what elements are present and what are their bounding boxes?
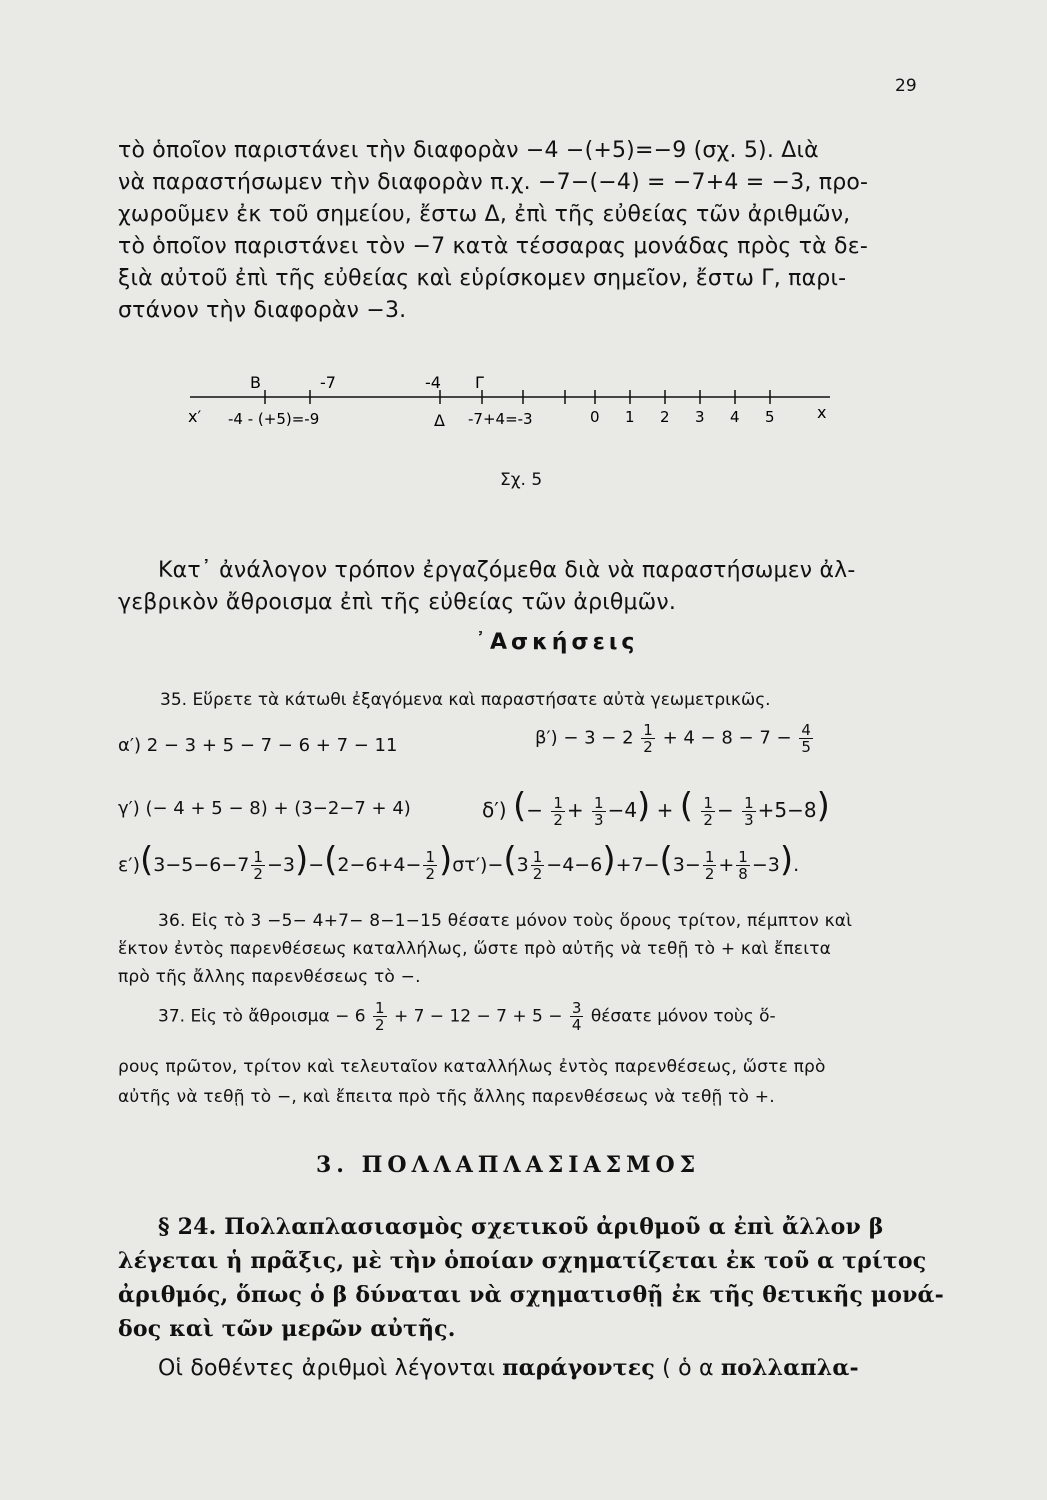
bold-term: πολλαπλα- — [720, 1355, 859, 1381]
label-top: B — [250, 373, 261, 392]
text-line: στάνον τὴν διαφορὰν −3. — [118, 298, 407, 323]
exercise-35-b — [535, 722, 815, 755]
figure-caption: Σχ. 5 — [500, 470, 543, 490]
text-line: δος καὶ τῶν μερῶν αὐτῆς. — [118, 1316, 456, 1342]
label-bottom: 5 — [765, 408, 775, 426]
text-line: τὸ ὁποῖον παριστάνει τὸν −7 κατὰ τέσσαρας μονάδας πρὸς τὰ δε- — [118, 234, 868, 259]
label-bottom: 3 — [695, 408, 705, 426]
label-bottom: 1 — [625, 408, 635, 426]
analog-paragraph — [118, 555, 938, 619]
definition-paragraph — [118, 1210, 944, 1346]
label-bottom: 0 — [590, 408, 600, 426]
text-line: Κατ᾽ ἀνάλογον τρόπον ἐργαζόμεθα διὰ νὰ παραστήσωμεν ἀλ- — [158, 558, 856, 583]
label-bottom: Δ — [434, 411, 445, 430]
text-line: ρους πρῶτον, τρίτον καὶ τελευταῖον καταλλήλως ἐντὸς παρενθέσεως, ὥστε πρὸ — [118, 1057, 826, 1077]
label-bottom: x — [817, 403, 827, 422]
exercise-37-line1: 37. Εἰς τὸ ἄθροισμα − 6 $\frac{1}{2}$ + 7 − 12 − 7 + 5 − $\frac{3}{4}$ θέσατε μόνον τοὺς ὅ- — [158, 999, 776, 1034]
text-span: ( ὁ α — [662, 1356, 714, 1381]
text-line: αὐτῆς νὰ τεθῇ τὸ −, καὶ ἔπειτα πρὸ τῆς ἄλλης παρενθέσεως νὰ τεθῇ τὸ +. — [118, 1087, 775, 1107]
label-bottom: -4 - (+5)=-9 — [228, 410, 320, 428]
label-bottom: -7+4=-3 — [468, 410, 533, 428]
text-line: χωροῦμεν ἐκ τοῦ σημείου, ἔστω Δ, ἐπὶ τῆς εὐθείας τῶν ἀριθμῶν, — [118, 202, 851, 227]
text-line: § 24. Πολλαπλασιασμὸς σχετικοῦ ἀριθμοῦ α ἐπὶ ἄλλον β — [158, 1214, 884, 1240]
exercise-35-e: ε′)(3−5−6−7 $\frac{1}{2}$ −3)−(2−6+4− $\frac{1}{2}$ )στ′)−(3 $\frac{1}{2}$ −4−6)+7−(3− $\frac{1}{2}$ + $\frac{1}{8}$ −3). — [118, 840, 800, 883]
page-number: 29 — [895, 76, 917, 96]
exercises-heading: ᾽Ασκήσεις — [475, 630, 639, 655]
text-line: πρὸ τῆς ἄλλης παρενθέσεως τὸ −. — [118, 967, 421, 987]
bold-term: παράγοντες — [502, 1355, 655, 1381]
exercise-37-rest — [118, 1052, 938, 1112]
text-line: 36. Εἰς τὸ 3 −5− 4+7− 8−1−15 θέσατε μόνον τοὺς ὅρους τρίτον, πέμπτον καὶ — [158, 911, 853, 931]
text-line: νὰ παραστήσωμεν τὴν διαφορὰν π.χ. −7−(−4) = −7+4 = −3, προ- — [118, 170, 869, 195]
label-bottom: 4 — [730, 408, 740, 426]
label-bottom: 2 — [660, 408, 670, 426]
text-line: ἕκτον ἐντὸς παρενθέσεως καταλλήλως, ὥστε πρὸ αὐτῆς νὰ τεθῇ τὸ + καὶ ἔπειτα — [118, 939, 832, 959]
label-top: -4 — [425, 373, 441, 392]
text-span: Οἱ δοθέντες ἀριθμοὶ λέγονται — [158, 1356, 496, 1381]
label-bottom: x′ — [188, 407, 202, 426]
exercise-36 — [118, 907, 938, 991]
number-line-figure — [170, 370, 850, 450]
exercise-35-title: 35. Εὕρετε τὰ κάτωθι ἐξαγόμενα καὶ παραστήσατε αὐτὰ γεωμετρικῶς. — [160, 690, 771, 710]
label-top: -7 — [320, 373, 336, 392]
expr-text: β′) − 3 − 2 — [535, 727, 634, 749]
fraction: $\frac{4}{5}$ — [801, 721, 811, 756]
text-line: ξιὰ αὐτοῦ ἐπὶ τῆς εὐθείας καὶ εὑρίσκομεν σημεῖον, ἔστω Γ, παρι- — [118, 266, 847, 291]
text-line: λέγεται ἡ πρᾶξις, μὲ τὴν ὁποίαν σχηματίζεται ἐκ τοῦ α τρίτος — [118, 1248, 927, 1274]
last-line — [158, 1352, 978, 1385]
exercise-35-d: δ′) (− $\frac{1}{2}$ + $\frac{1}{3}$ −4) + ( $\frac{1}{2}$ − $\frac{1}{3}$ +5−8) — [482, 786, 830, 829]
fraction: $\frac{1}{2}$ — [643, 721, 653, 756]
text-line: ἀριθμός, ὅπως ὁ β δύναται νὰ σχηματισθῇ ἐκ τῆς θετικῆς μονά- — [118, 1282, 944, 1308]
exercise-35-c: γ′) (− 4 + 5 − 8) + (3−2−7 + 4) — [118, 798, 411, 819]
exercise-35-a: α′) 2 − 3 + 5 − 7 − 6 + 7 − 11 — [118, 735, 398, 756]
text-line: τὸ ὁποῖον παριστάνει τὴν διαφορὰν −4 −(+5)=−9 (σχ. 5). Διὰ — [118, 138, 819, 163]
text-line: γεβρικὸν ἄθροισμα ἐπὶ τῆς εὐθείας τῶν ἀριθμῶν. — [118, 590, 677, 615]
section-heading: 3. ΠΟΛΛΑΠΛΑΣΙΑΣΜΟΣ — [316, 1152, 701, 1178]
intro-paragraph — [118, 135, 938, 327]
label-top: Γ — [475, 373, 484, 392]
expr-text: + 4 − 8 − 7 − — [662, 727, 792, 749]
